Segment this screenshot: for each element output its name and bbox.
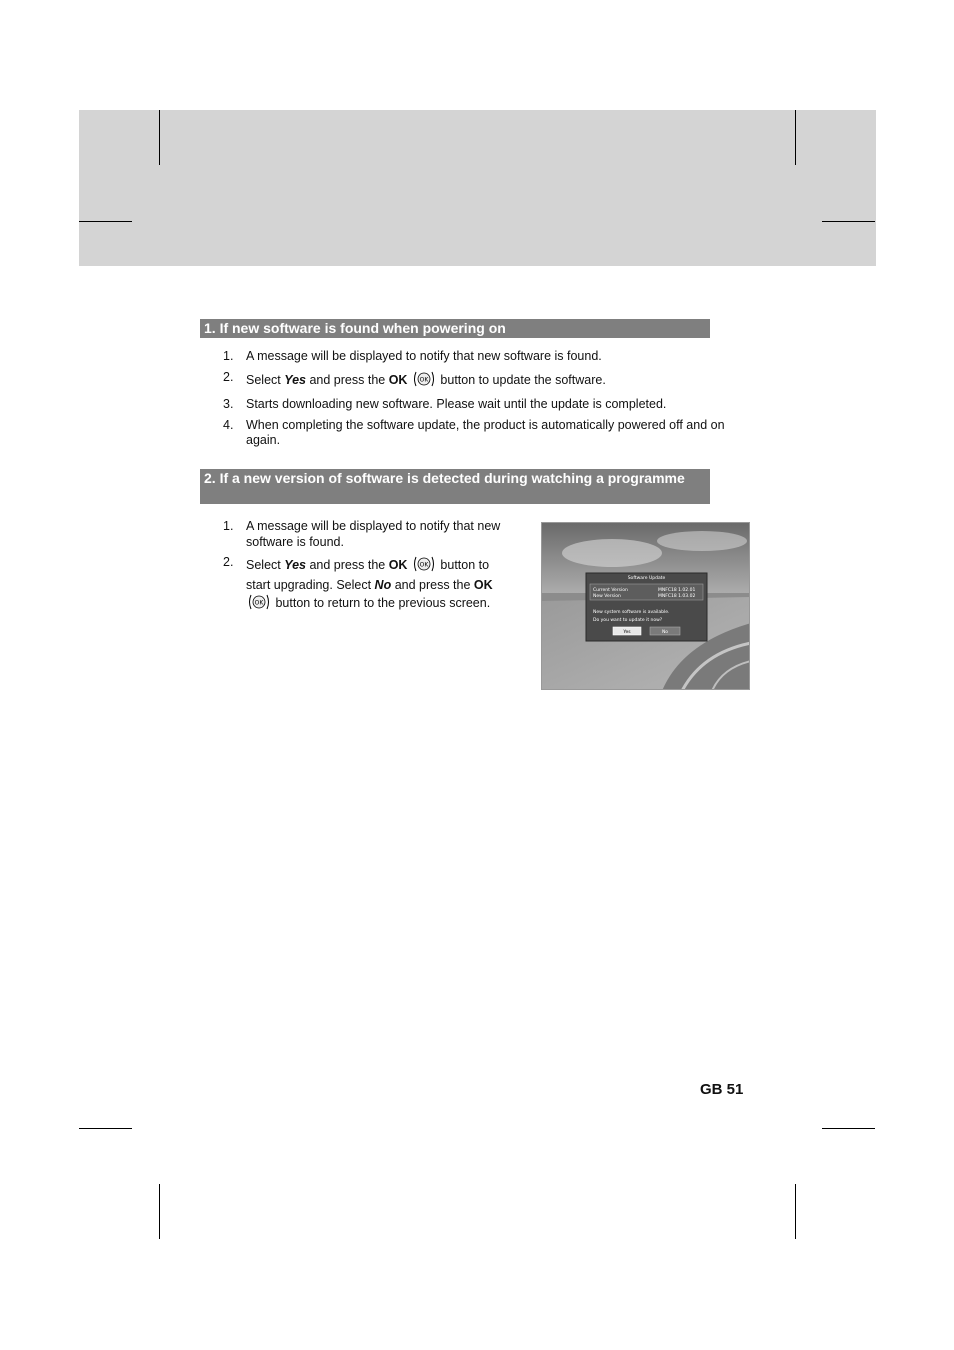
crop-mark (79, 1128, 132, 1129)
list-item: 2. Select Yes and press the OK OK button to update the software. (223, 370, 743, 393)
list-item: 2. Select Yes and press the OK OK button to start upgrading. Select No and press the OK OK button to return to the previous screen. (223, 555, 515, 616)
section-1-heading: 1. If new software is found when powering on (200, 319, 710, 338)
tv-screenshot (541, 522, 750, 690)
page-number: GB 51 (700, 1081, 744, 1098)
dialog-message: New system software is available. (593, 610, 670, 615)
software-update-dialog (586, 573, 707, 641)
current-version-value: MNFC18 1.02.01 (658, 588, 696, 593)
list-item: 4. When completing the software update, the product is automatically powered off and on again. (223, 417, 725, 447)
ok-button-icon (413, 370, 435, 393)
svg-text:OK: OK (419, 376, 429, 383)
new-version-value: MNFC18 1.03.02 (658, 594, 696, 599)
crop-mark (79, 221, 132, 222)
svg-text:No: No (661, 630, 669, 635)
section-2-steps (223, 519, 515, 621)
ok-button-icon (413, 555, 435, 578)
svg-text:OK: OK (254, 599, 264, 607)
dialog-question: Do you want to update it now? (593, 618, 663, 623)
section-2-heading: 2. If a new version of software is detected during watching a programme (200, 469, 710, 504)
crop-mark (822, 1128, 875, 1129)
crop-mark (159, 110, 160, 165)
new-version-label: New Version (593, 594, 621, 599)
ok-button-icon (248, 593, 270, 616)
list-item: 1. A message will be displayed to notify that new software is found. (223, 349, 602, 363)
svg-text:OK: OK (419, 561, 429, 569)
header-band (79, 110, 876, 266)
list-item: 1. A message will be displayed to notify that new software is found. (223, 519, 501, 549)
list-item: 3. Starts downloading new software. Please wait until the update is completed. (223, 397, 667, 411)
current-version-label: Current Version (593, 588, 628, 593)
section-1-steps (223, 349, 743, 454)
dialog-title: Software Update (627, 576, 666, 581)
crop-mark (795, 1184, 796, 1239)
crop-mark (822, 221, 875, 222)
svg-text:Yes: Yes (623, 630, 631, 635)
crop-mark (795, 110, 796, 165)
crop-mark (159, 1184, 160, 1239)
